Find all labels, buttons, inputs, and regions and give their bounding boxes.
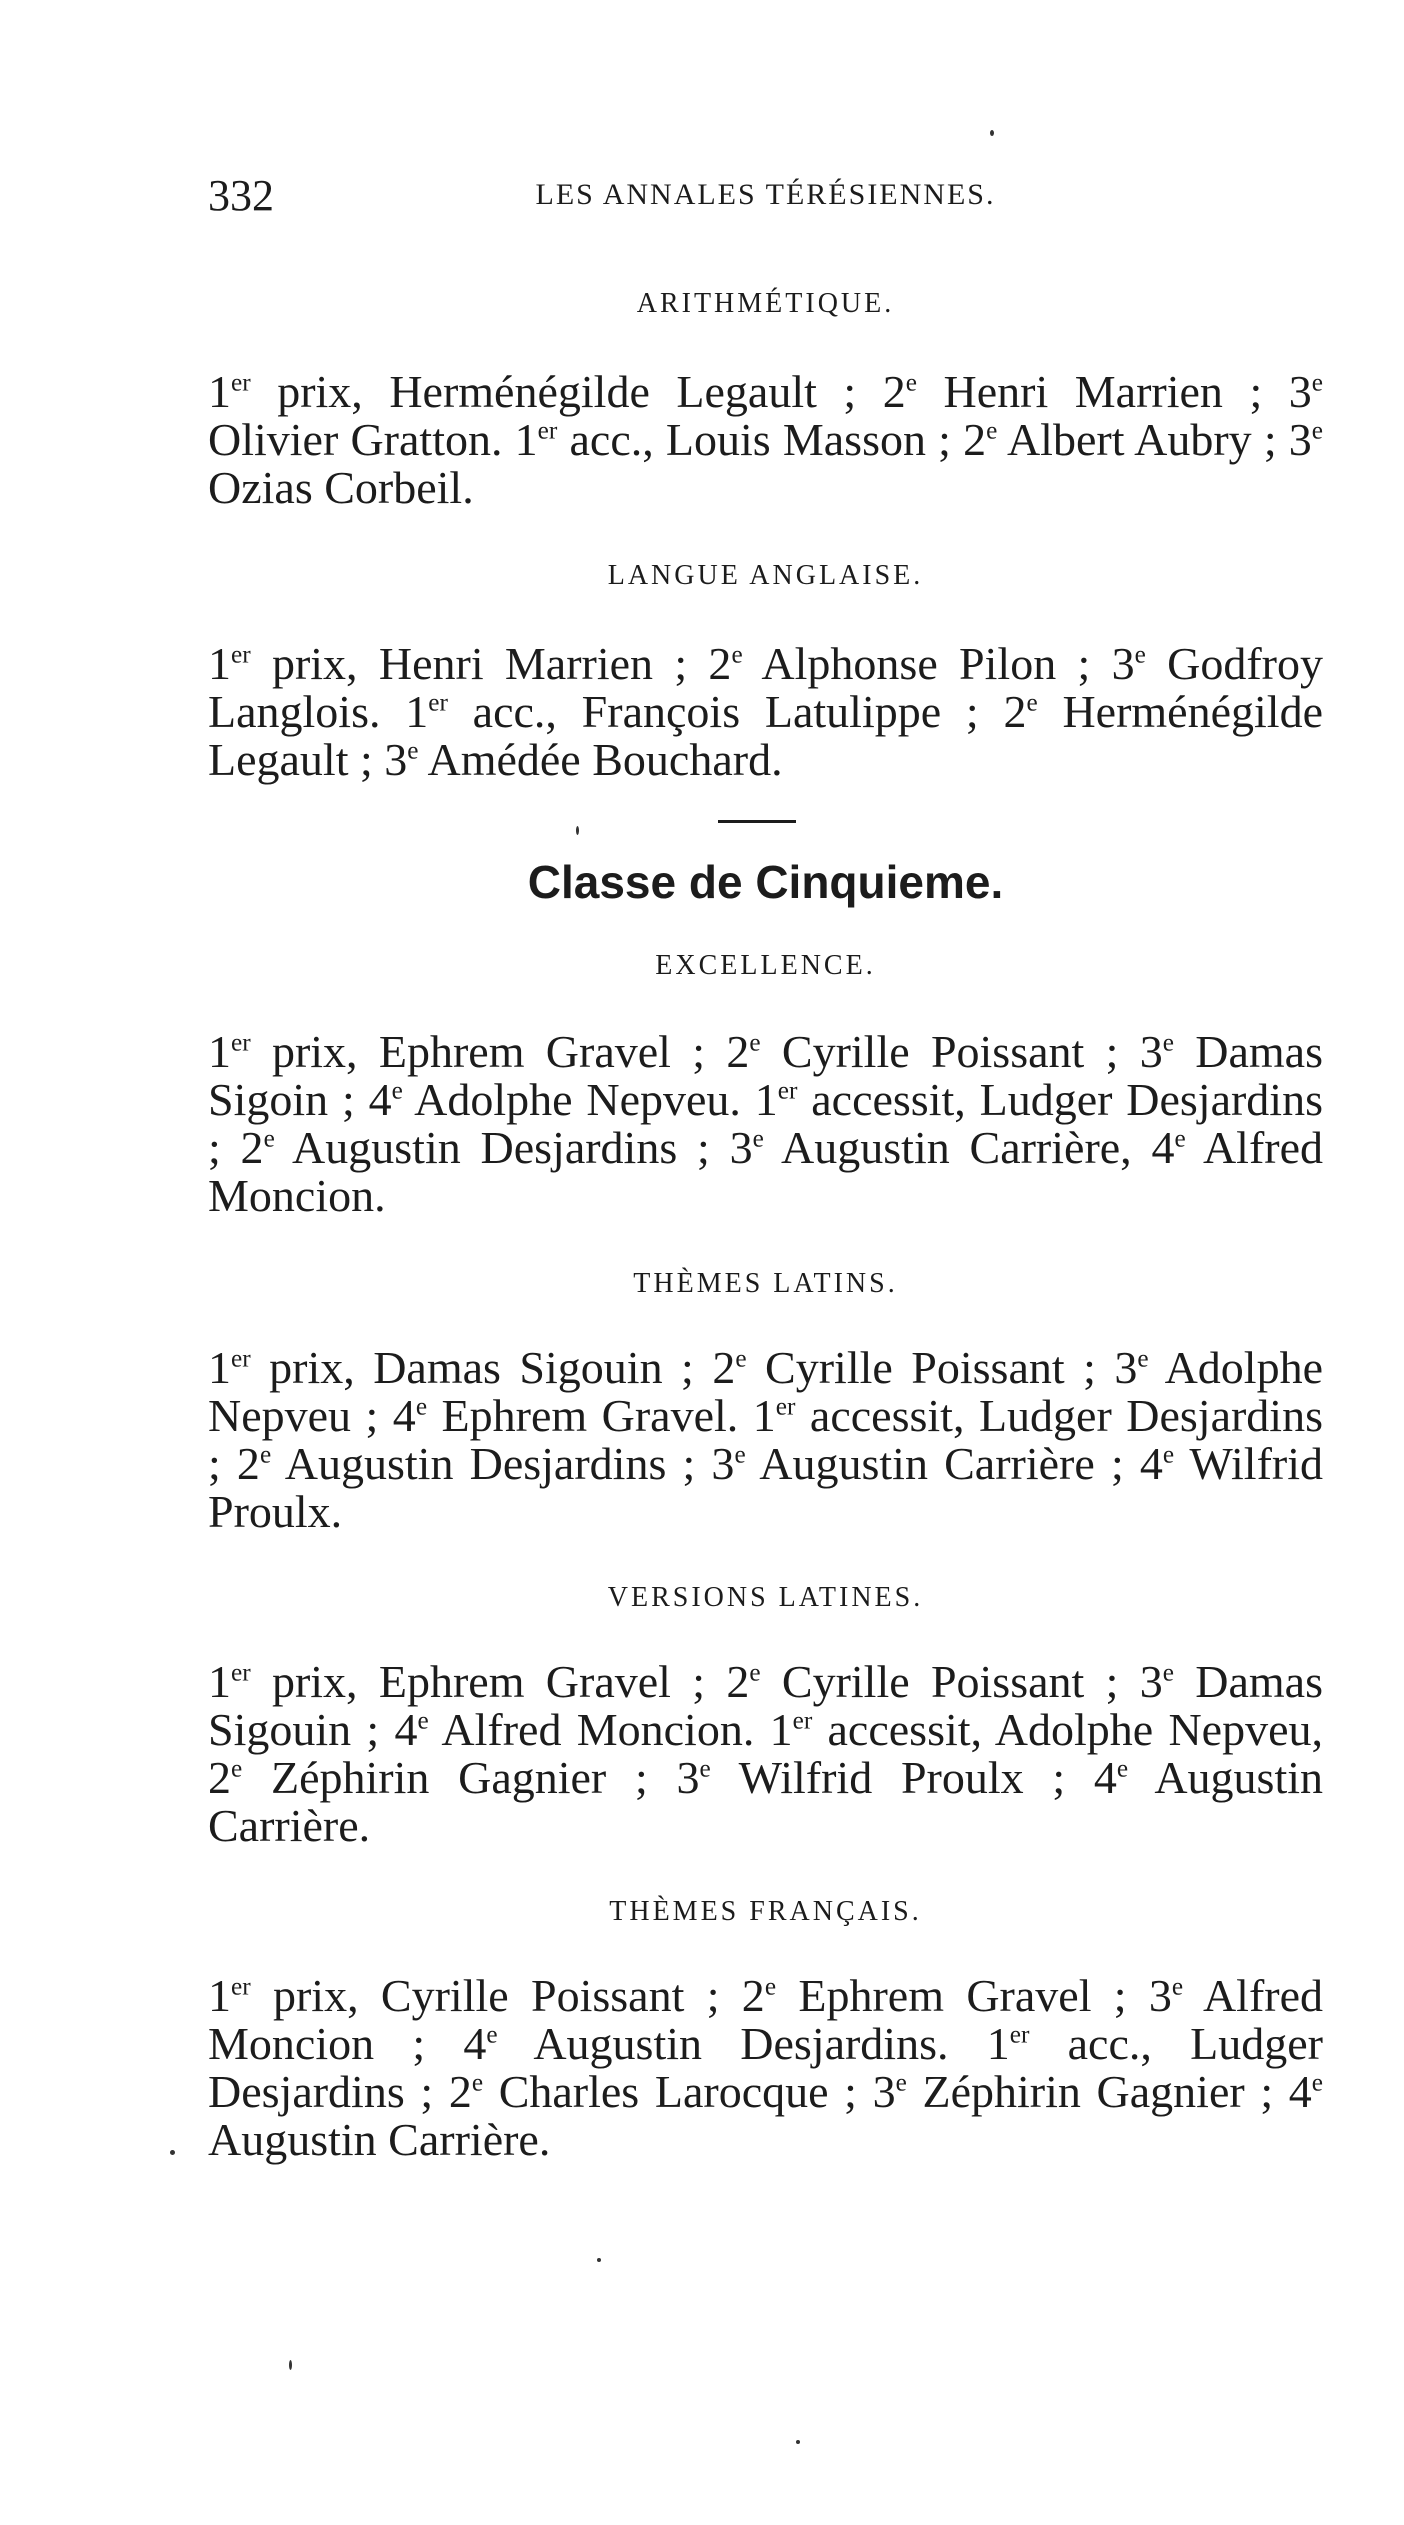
- section-heading-langue-anglaise: LANGUE ANGLAISE.: [607, 560, 924, 591]
- scan-speck: [170, 2150, 175, 2155]
- scan-speck: [990, 130, 994, 136]
- section-text-langue-anglaise: 1er prix, Henri Marrien ; 2e Alphonse Pilon ; 3e Godfroy Langlois. 1er acc., François Latulippe ; 2e Herménégilde Legault ; 3e Amédée Bouchard.: [208, 638, 1323, 785]
- scan-speck: [289, 2360, 292, 2370]
- page-header: [208, 170, 1323, 230]
- section-text-versions-latines: 1er prix, Ephrem Gravel ; 2e Cyrille Poissant ; 3e Damas Sigouin ; 4e Alfred Moncion. 1er accessit, Adolphe Nepveu, 2e Zéphirin Gagnier ; 3e Wilfrid Proulx ; 4e Augustin Carrière.: [208, 1656, 1324, 1851]
- section-text-themes-latins: 1er prix, Damas Sigouin ; 2e Cyrille Poissant ; 3e Adolphe Nepveu ; 4e Ephrem Gravel. 1er accessit, Ludger Desjardins ; 2e Augustin Desjardins ; 3e Augustin Carrière ; 4e Wilfrid Proulx.: [208, 1342, 1323, 1537]
- page-number: 332: [208, 171, 274, 220]
- section-heading-themes-latins: THÈMES LATINS.: [633, 1268, 898, 1299]
- class-title: Classe de Cinquieme.: [527, 856, 1004, 908]
- section-heading-excellence: EXCELLENCE.: [655, 950, 876, 981]
- section-text-themes-francais: 1er prix, Cyrille Poissant ; 2e Ephrem Gravel ; 3e Alfred Moncion ; 4e Augustin Desjardins. 1er acc., Ludger Desjardins ; 2e Charles Larocque ; 3e Zéphirin Gagnier ; 4e Augustin Carrière.: [208, 1970, 1324, 2165]
- section-divider: [718, 820, 796, 823]
- section-text-arithmetique: 1er prix, Herménégilde Legault ; 2e Henri Marrien ; 3e Olivier Gratton. 1er acc., Louis Masson ; 2e Albert Aubry ; 3e Ozias Corbeil.: [208, 366, 1323, 513]
- scan-speck: [796, 2440, 800, 2444]
- scan-speck: [597, 2258, 601, 2262]
- section-heading-versions-latines: VERSIONS LATINES.: [607, 1582, 924, 1613]
- running-title: LES ANNALES TÉRÉSIENNES.: [535, 178, 996, 211]
- scan-speck: [576, 826, 579, 835]
- section-text-excellence: 1er prix, Ephrem Gravel ; 2e Cyrille Poissant ; 3e Damas Sigoin ; 4e Adolphe Nepveu. 1er accessit, Ludger Desjardins ; 2e Augustin Desjardins ; 3e Augustin Carrière, 4e Alfred Moncion.: [208, 1026, 1323, 1221]
- section-heading-themes-francais: THÈMES FRANÇAIS.: [609, 1896, 922, 1927]
- section-heading-arithmetique: ARITHMÉTIQUE.: [636, 288, 895, 319]
